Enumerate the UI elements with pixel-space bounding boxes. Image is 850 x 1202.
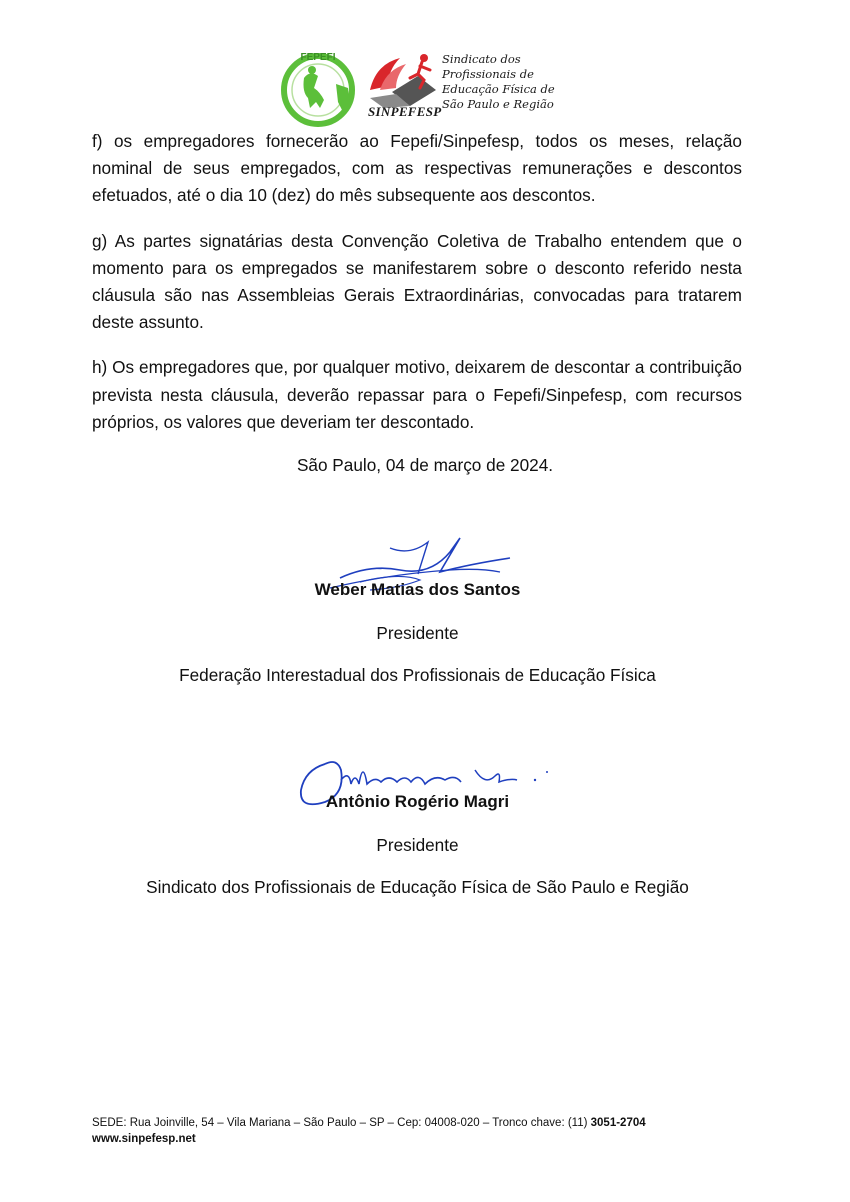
- signer-name: Weber Matias dos Santos: [314, 580, 521, 599]
- document-body: [92, 128, 742, 454]
- footer-address-line: [92, 1115, 646, 1131]
- footer: [92, 1115, 646, 1147]
- fepefi-logo-text: FEPEFI: [300, 52, 336, 63]
- tagline-line: São Paulo e Região: [442, 97, 554, 111]
- signer-name: Antônio Rogério Magri: [325, 792, 510, 811]
- footer-website-link[interactable]: www.sinpefesp.net: [92, 1133, 196, 1145]
- signer-organization: Sindicato dos Profissionais de Educação Física de São Paulo e Região: [146, 877, 689, 897]
- signer-role: Presidente: [376, 623, 459, 643]
- document-date: São Paulo, 04 de março de 2024.: [296, 455, 554, 475]
- signer-role: Presidente: [376, 835, 459, 855]
- tagline-line: Sindicato dos: [442, 52, 521, 66]
- signer-organization: Federação Interestadual dos Profissionais de Educação Física: [179, 665, 656, 685]
- union-tagline: [442, 52, 560, 112]
- tagline-line: Educação Física de: [442, 82, 555, 96]
- clause-h-paragraph: h) Os empregadores que, por qualquer motivo, deixarem de descontar a contribuição prevista nesta cláusula, deverão repassar para o Fepefi/Sinpefesp, com recursos próprios, os valores que deveriam ter descontado.: [92, 357, 742, 432]
- clause-g-paragraph: g) As partes signatárias desta Convenção Coletiva de Trabalho entendem que o momento para os empregados se manifestarem sobre o desconto referido nesta cláusula são nas Assembleias Gerais Extraordinárias, convocadas para tratarem deste assunto.: [92, 230, 742, 333]
- tagline-line: Profissionais de: [442, 67, 534, 81]
- letterhead: [270, 48, 560, 128]
- footer-address: SEDE: Rua Joinville, 54 – Vila Mariana – São Paulo – SP – Cep: 04008-020 – Tronco chave: (11): [92, 1117, 591, 1129]
- footer-phone: 3051-2704: [590, 1117, 646, 1129]
- sinpefesp-logo-text: SINPEFESP: [368, 104, 442, 119]
- fepefi-logo: [274, 48, 366, 128]
- clause-f-paragraph: f) os empregadores fornecerão ao Fepefi/Sinpefesp, todos os meses, relação nominal de seus empregados, com as respectivas remunerações e descontos efetuados, até o dia 10 (dez) do mês subsequente aos descontos.: [92, 131, 742, 206]
